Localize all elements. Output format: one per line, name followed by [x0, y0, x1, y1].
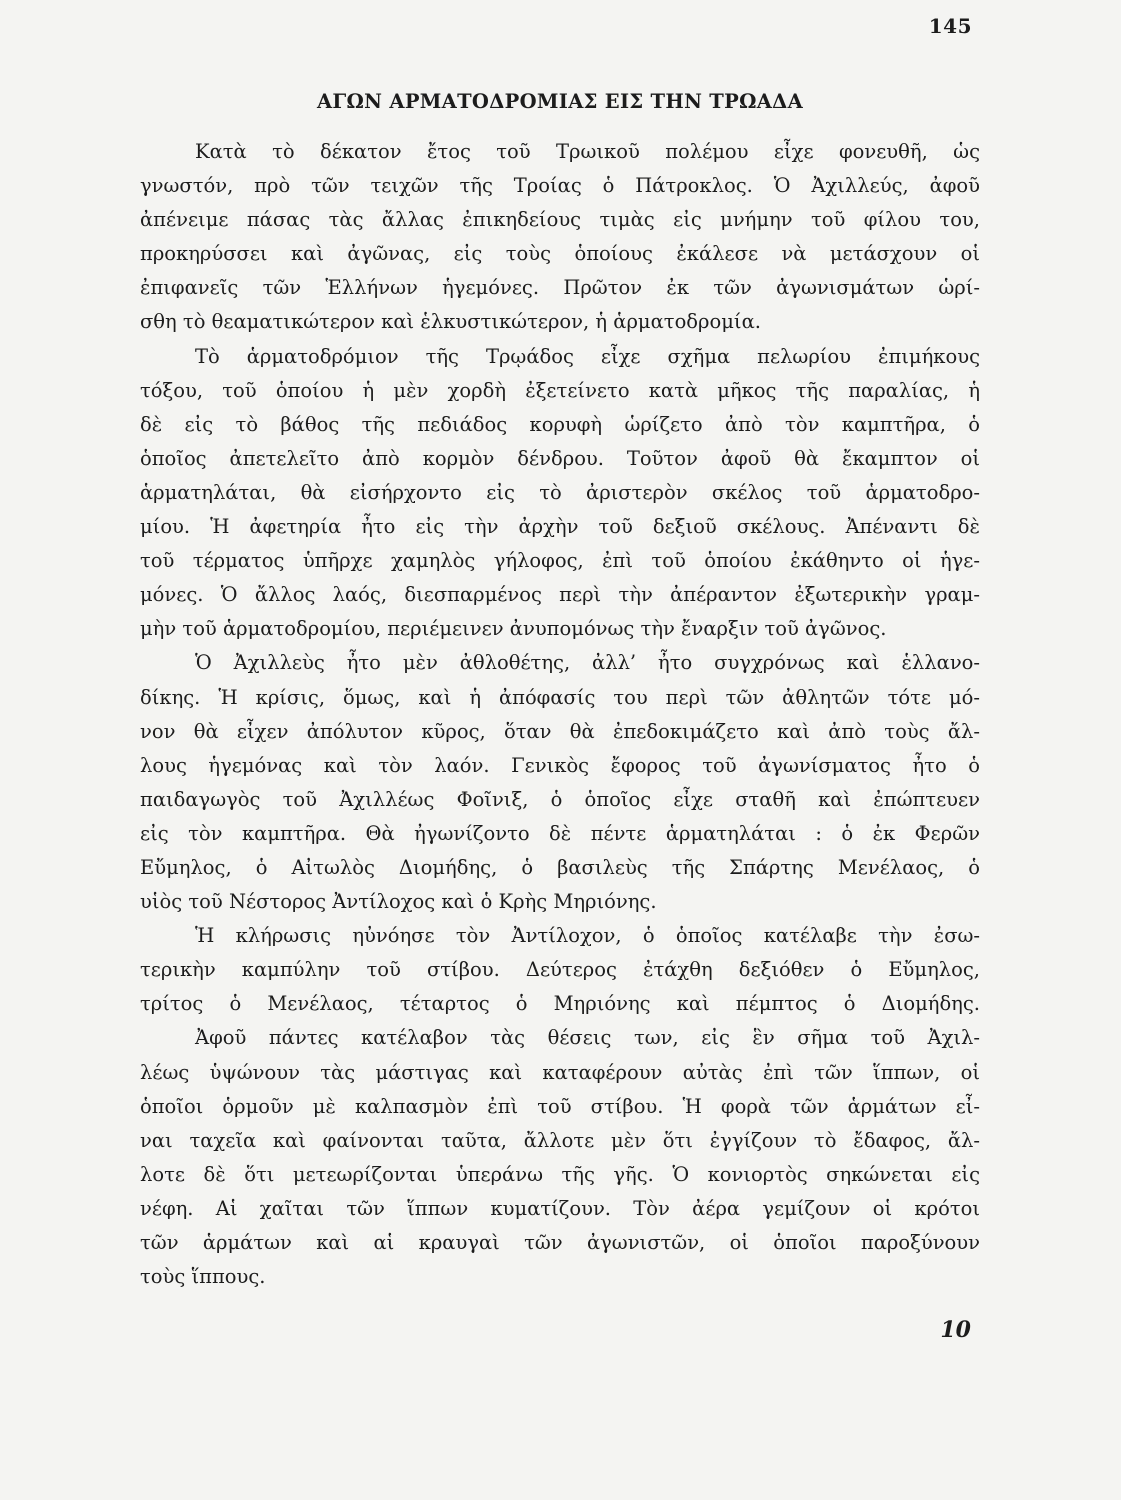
text-line: ἁρματηλάται, θὰ εἰσήρχοντο εἰς τὸ ἀριστερὸν σκέλος τοῦ ἁρματοδρο-	[140, 480, 980, 504]
text-line: ἐπιφανεῖς τῶν Ἑλλήνων ἡγεμόνες. Πρῶτον ἐκ τῶν ἀγωνισμάτων ὡρί-	[140, 276, 980, 300]
body-text	[140, 135, 980, 1294]
chapter-title: ΑΓΩΝ ΑΡΜΑΤΟΔΡΟΜΙΑΣ ΕΙΣ ΤΗΝ ΤΡΩΑΔΑ	[316, 90, 804, 113]
text-line: τοὺς ἵππους.	[140, 1265, 266, 1289]
text-line: νον θὰ εἶχεν ἀπόλυτον κῦρος, ὅταν θὰ ἐπεδοκιμάζετο καὶ ἀπὸ τοὺς ἄλ-	[140, 719, 980, 743]
text-line: δίκης. Ἡ κρίσις, ὅμως, καὶ ἡ ἀπόφασίς του περὶ τῶν ἀθλητῶν τότε μό-	[140, 685, 980, 709]
signature-mark: 10	[940, 1317, 971, 1343]
text-line: μίου. Ἡ ἀφετηρία ἦτο εἰς τὴν ἀρχὴν τοῦ δεξιοῦ σκέλους. Ἀπέναντι δὲ	[140, 515, 980, 539]
text-line: ναι ταχεῖα καὶ φαίνονται ταῦτα, ἄλλοτε μὲν ὅτι ἐγγίζουν τὸ ἔδαφος, ἄλ-	[140, 1128, 980, 1152]
text-line: μόνες. Ὁ ἄλλος λαός, διεσπαρμένος περὶ τὴν ἀπέραντον ἐξωτερικὴν γραμ-	[140, 583, 980, 607]
text-line: τρίτος ὁ Μενέλαος, τέταρτος ὁ Μηριόνης καὶ πέμπτος ὁ Διομήδης.	[140, 992, 980, 1016]
text-line: Ὁ Ἀχιλλεὺς ἦτο μὲν ἀθλοθέτης, ἀλλ’ ἦτο συγχρόνως καὶ ἑλλανο-	[195, 651, 980, 675]
text-line: λους ἡγεμόνας καὶ τὸν λαόν. Γενικὸς ἔφορος τοῦ ἀγωνίσματος ἦτο ὁ	[140, 753, 980, 777]
text-line: λοτε δὲ ὅτι μετεωρίζονται ὑπεράνω τῆς γῆς. Ὁ κονιορτὸς σηκώνεται εἰς	[140, 1162, 980, 1186]
text-line: μὴν τοῦ ἁρματοδρομίου, περιέμεινεν ἀνυπομόνως τὴν ἔναρξιν τοῦ ἀγῶνος.	[140, 617, 887, 641]
text-line: δὲ εἰς τὸ βάθος τῆς πεδιάδος κορυφὴ ὡρίζετο ἀπὸ τὸν καμπτῆρα, ὁ	[140, 412, 980, 436]
text-line: παιδαγωγὸς τοῦ Ἀχιλλέως Φοῖνιξ, ὁ ὁποῖος εἶχε σταθῆ καὶ ἐπώπτευεν	[140, 787, 980, 811]
text-line: ὁποῖος ἀπετελεῖτο ἀπὸ κορμὸν δένδρου. Τοῦτον ἀφοῦ θὰ ἔκαμπτον οἱ	[140, 446, 980, 470]
text-line: λέως ὑψώνουν τὰς μάστιγας καὶ καταφέρουν αὐτὰς ἐπὶ τῶν ἵππων, οἱ	[140, 1060, 980, 1084]
text-line: τόξου, τοῦ ὁποίου ἡ μὲν χορδὴ ἐξετείνετο κατὰ μῆκος τῆς παραλίας, ἡ	[140, 378, 980, 402]
text-line: σθη τὸ θεαματικώτερον καὶ ἑλκυστικώτερον, ἡ ἁρματοδρομία.	[140, 310, 761, 334]
text-line: τερικὴν καμπύλην τοῦ στίβου. Δεύτερος ἐτάχθη δεξιόθεν ὁ Εὔμηλος,	[140, 958, 980, 982]
text-line: τῶν ἁρμάτων καὶ αἱ κραυγαὶ τῶν ἀγωνιστῶν, οἱ ὁποῖοι παροξύνουν	[140, 1231, 980, 1254]
text-line: εἰς τὸν καμπτῆρα. Θὰ ἠγωνίζοντο δὲ πέντε ἁρματηλάται : ὁ ἐκ Φερῶν	[140, 821, 980, 845]
text-line: προκηρύσσει καὶ ἀγῶνας, εἰς τοὺς ὁποίους ἐκάλεσε νὰ μετάσχουν οἱ	[140, 242, 980, 266]
text-line: Εὔμηλος, ὁ Αἰτωλὸς Διομήδης, ὁ βασιλεὺς τῆς Σπάρτης Μενέλαος, ὁ	[140, 855, 980, 879]
text-line: ὁποῖοι ὁρμοῦν μὲ καλπασμὸν ἐπὶ τοῦ στίβου. Ἡ φορὰ τῶν ἁρμάτων εἶ-	[140, 1094, 980, 1118]
text-line: Ἡ κλήρωσις ηὐνόησε τὸν Ἀντίλοχον, ὁ ὁποῖος κατέλαβε τὴν ἐσω-	[195, 924, 980, 948]
text-line: ἀπένειμε πάσας τὰς ἄλλας ἐπικηδείους τιμὰς εἰς μνήμην τοῦ φίλου του,	[140, 208, 980, 232]
text-line: Ἀφοῦ πάντες κατέλαβον τὰς θέσεις των, εἰς ἓν σῆμα τοῦ Ἀχιλ-	[195, 1026, 980, 1050]
text-line: γνωστόν, πρὸ τῶν τειχῶν τῆς Τροίας ὁ Πάτροκλος. Ὁ Ἀχιλλεύς, ἀφοῦ	[140, 174, 980, 198]
text-line: Κατὰ τὸ δέκατον ἔτος τοῦ Τρωικοῦ πολέμου εἶχε φονευθῆ, ὡς	[195, 140, 980, 163]
text-line: τοῦ τέρματος ὑπῆρχε χαμηλὸς γήλοφος, ἐπὶ τοῦ ὁποίου ἐκάθηντο οἱ ἡγε-	[140, 549, 980, 573]
text-line: Τὸ ἁρματοδρόμιον τῆς Τρῳάδος εἶχε σχῆμα πελωρίου ἐπιμήκους	[195, 344, 980, 368]
text-line: υἱὸς τοῦ Νέστορος Ἀντίλοχος καὶ ὁ Κρὴς Μηριόνης.	[140, 890, 657, 914]
text-line: νέφη. Αἱ χαῖται τῶν ἵππων κυματίζουν. Τὸν ἀέρα γεμίζουν οἱ κρότοι	[140, 1196, 980, 1220]
page-number: 145	[928, 14, 972, 38]
